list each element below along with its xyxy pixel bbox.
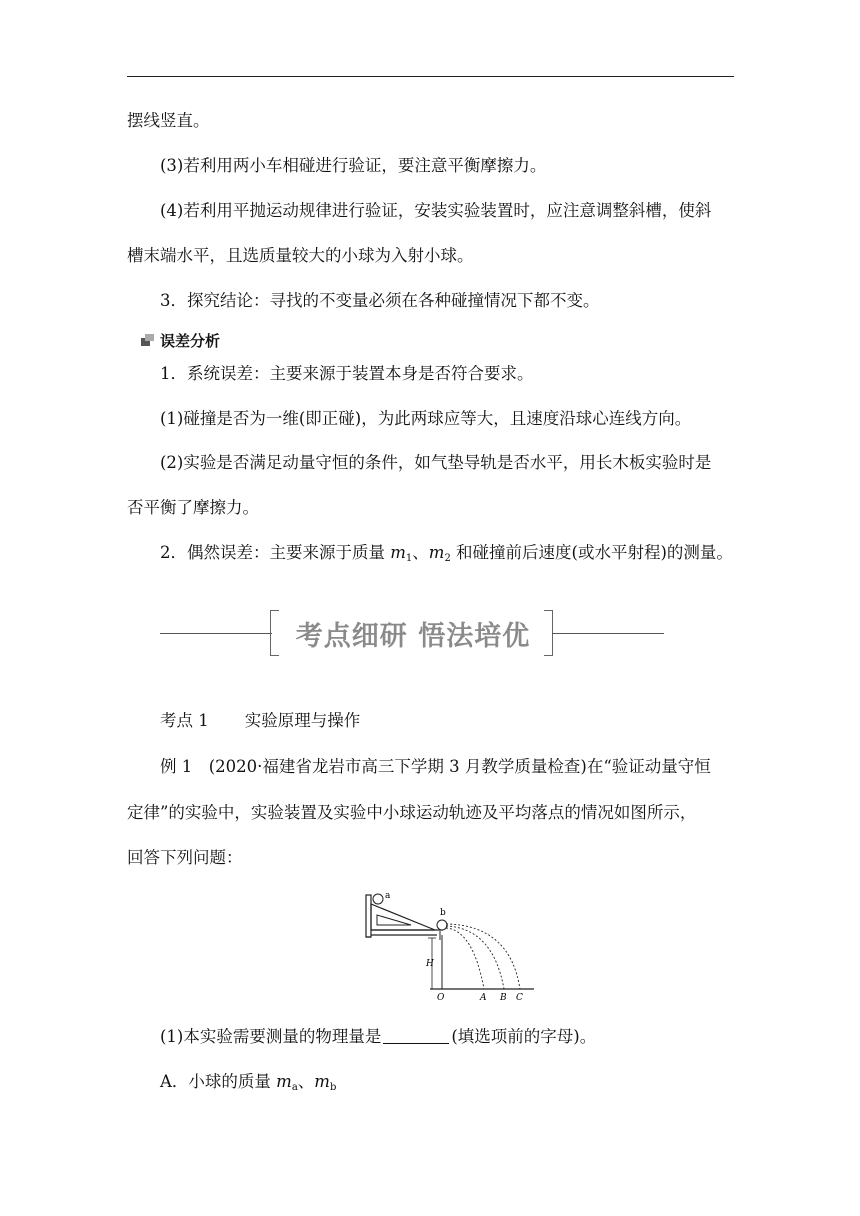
question-1: (1)本实验需要测量的物理量是 (填选项前的字母)。 bbox=[160, 1027, 597, 1046]
point-a-label: A bbox=[480, 993, 487, 1002]
example-text: 定律”的实验中，实验装置及实验中小球运动轨迹及平均落点的情况如图所示， bbox=[127, 803, 697, 822]
height-label: H bbox=[426, 959, 434, 969]
text-line: 1．系统误差：主要来源于装置本身是否符合要求。 bbox=[160, 364, 534, 383]
text-line: (3)若利用两小车相碰进行验证，要注意平衡摩擦力。 bbox=[160, 156, 547, 175]
section-square-icon bbox=[141, 334, 154, 346]
section-heading: 误差分析 bbox=[160, 330, 220, 351]
ball-a bbox=[373, 894, 383, 904]
text-line: (4)若利用平抛运动规律进行验证，安装实验装置时，应注意调整斜槽，使斜 bbox=[160, 201, 712, 220]
text-line: 2．偶然误差：主要来源于质量 $m_1$、$m_2$ 和碰撞前后速度(或水平射程)的测量。 bbox=[160, 543, 733, 564]
text-line: 3．探究结论：寻找的不变量必须在各种碰撞情况下都不变。 bbox=[160, 291, 600, 310]
ball-a-label: a bbox=[385, 891, 391, 901]
text-line: 摆线竖直。 bbox=[127, 111, 210, 130]
banner-title: 考点细研 悟法培优 bbox=[295, 621, 531, 652]
point-o-label: O bbox=[437, 993, 445, 1002]
text-line: 槽末端水平，且选质量较大的小球为入射小球。 bbox=[127, 246, 474, 265]
example-text: 例 1 (2020·福建省龙岩市高三下学期 3 月教学质量检查)在“验证动量守恒 bbox=[160, 757, 711, 776]
example-text: 回答下列问题： bbox=[127, 848, 243, 867]
header-rule bbox=[127, 76, 734, 77]
ball-b bbox=[437, 920, 447, 930]
text-line: (1)碰撞是否为一维(即正碰)，为此两球应等大，且速度沿球心连线方向。 bbox=[160, 409, 692, 428]
point-c-label: C bbox=[516, 993, 523, 1002]
text-line: (2)实验是否满足动量守恒的条件，如气垫导轨是否水平，用长木板实验时是 bbox=[160, 453, 712, 472]
experiment-figure bbox=[358, 890, 538, 1002]
option-a: A．小球的质量 $m_a$、$m_b$ bbox=[160, 1072, 337, 1093]
section-banner bbox=[160, 608, 664, 660]
text-line: 否平衡了摩擦力。 bbox=[127, 498, 259, 517]
ball-b-label: b bbox=[440, 908, 446, 918]
point-b-label: B bbox=[500, 993, 507, 1002]
answer-blank bbox=[383, 1027, 449, 1044]
kaodian-heading: 考点 1 实验原理与操作 bbox=[160, 711, 361, 730]
